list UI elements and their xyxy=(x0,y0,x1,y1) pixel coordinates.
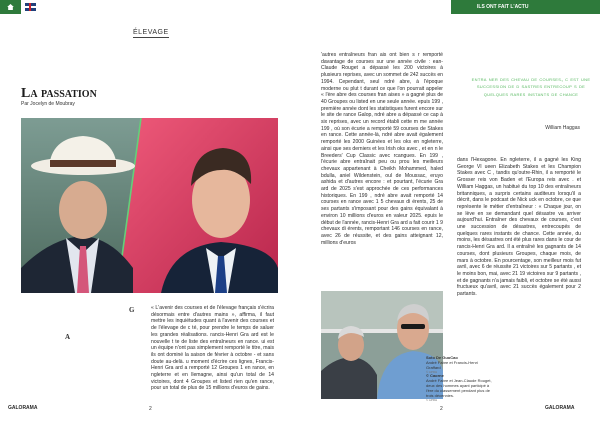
drop-letter: A xyxy=(65,333,71,341)
footer-brand-right: GALORAMA xyxy=(545,405,575,411)
trainers-illustration xyxy=(321,291,443,399)
photo-caption-1 xyxy=(426,355,486,375)
caption-2-label: © Caorne xyxy=(426,373,444,378)
section-tag: ÉLEVAGE xyxy=(133,29,169,36)
home-icon xyxy=(7,4,14,10)
page-number-right: 2 xyxy=(440,406,443,412)
caption-1-credit: © APRH xyxy=(426,370,438,374)
top-bar xyxy=(0,0,600,14)
section-banner[interactable]: ILS ONT FAIT L'ACTU xyxy=(451,0,600,14)
footer-brand-left: GALORAMA xyxy=(8,405,38,411)
caption-2-text: André Fabre et Jean-Claude Rouget, deux des hommes ayant participé à l'ère du classement pendant plus de trois décennies. xyxy=(426,378,492,398)
article-column-1 xyxy=(321,52,443,246)
article-title: La passation xyxy=(21,86,97,101)
quote-author: William Haggas xyxy=(545,125,580,131)
byline: Par Jocelyn de Moubray xyxy=(21,101,75,107)
caption-1-names: André Fabre et Francis-Henri Graffard xyxy=(426,360,478,370)
article-column-2 xyxy=(457,157,581,298)
drop-letter: G xyxy=(129,306,135,314)
portrait-illustration xyxy=(21,118,278,293)
column-1-text: 'autres entraîneurs fran ais ont bien s r remporté davantage de courses sur une année civile : ean-Claude Rouget a dépassé les 200 victoires à plusieurs reprises, avec un sommet de 242 succès en 1994. Cependant, seul ndré abre, à l'époque moderne ou plut t durant ce que l'on pourrait appeler « l'ère abre des courses fran aises » a gagné plus de 40 Groupes ou listed en une seule année. epuis 199 , première année dont les statistiques furent encore sur le site de rance Galop, ndré abre a dépassé ce cap à six reprises, avec un record établi cette m me année 199 , où son écurie a remporté 59 courses de Stakes en rance. Cette année-là, ndré abre avait également remporté les 2000 Guinées et les oks en ngleterre, ainsi que ses derniers et les Irish oks avec , et en n le Breeders' Cup Classic avec rcangues. En 199 , l'écurie abre entraînait peu ou prou les meilleurs chevaux appartenant à Cheikh Mohammed, haled bdulla, aniel Wildenstein, oul de Moussac, eruyo ashida et d'autres encore : et pourtant, l'écurie Gra ard de 2025 s'est approchée de ces performances historiques. En 199 , ndré abre avait remporté 14 courses en rance avec 1 5 chevaux di érents, 25 de ses partants s'imposant pour des gains équivalant à environ 10 millions d'euros en valeur 2025. epuis le début de l'année, rancis-Henri Gra ard a fait courir 1 9 chevaux di érents, remportant 146 courses en rance, avec 26 de réussite, et des gains atteignant 12, millions d'euros xyxy=(321,52,443,246)
article-intro xyxy=(151,305,274,392)
caption-2-credit: © APRH xyxy=(426,398,438,402)
column-2-text: dans l'Hexagone. En ngleterre, il a gagné les King George VI ueen Elizabeth Stakes et les Champion Stakes avec C , tandis qu'outre-Rhin, il a remporté le Grosser reis von Baden et l'Europa reis avec . et William Haggas, un habitué du top 10 des entraîneurs britanniques, a surpris certains auditeurs lorsqu'il a décrit, dans le podcast de Nick uck en octobre, ce que représente le métier d'entraîneur : « Chaque jour, on se lève en se demandant quel désastre va arriver aujourd'hui. Entraîner des chevaux de courses, c'est une succession de désastres, entrecoupés de quelques rares instants de chance. Cette année, du moins, les désastres ont été plus rares dans le cour de rancis-Henri Gra ard. Il a entraîné les gagnants de 14 courses, dont plusieurs Groupes, chaque mois, de mars à octobre. En pourcentage, son meilleur mois fut avril, avec 6 de réussite 21 victoires sur 5 partants , et le moins bon, mai, avec 21 19 victoires sur 9 partants , et de gagnants n'a jamais faibli, et octobre se été aussi fructueux qu'avril, avec 21 succès également pour 2 partants. xyxy=(457,157,581,298)
intro-text: « L'avenir des courses et de l'élevage français s'écrira désormais entre d'autres mains », affirma, il faut mettre les inquiétudes quant à l'avenir des courses et de l'élevage de c té, pour prendre le temps de saluer les grandes réalisations. rancis-Henri Gra ard est le nouvelle t te de liste des entraîneurs en rance. ui est un équipe n'ont pas simplement remporté le titre, mais ils ont dominé la saison de février à octobre - et sans doute au-delà. u moment d'écrire ces lignes, Francis-Henri Gra ard a remporté 12 Groupes 1 en rance, en ngleterre et en llemagne, ainsi qu'un total de 14 victoires, dont 4 Groupes et listed rien qu'en rance, pour un total de plus de 15 millions d'euros de gains. xyxy=(151,305,274,392)
page-number-left: 2 xyxy=(149,406,152,412)
caption-1-label: Soto De GuoCao xyxy=(426,355,458,360)
pull-quote: entra ner des chevau de courses, c est une succession de d sastres entrecoup s de quelques rares instants de chance xyxy=(471,77,591,98)
uk-flag-icon[interactable] xyxy=(25,3,36,11)
portrait-photo xyxy=(21,118,278,293)
home-button[interactable] xyxy=(0,0,21,14)
trainers-photo xyxy=(321,291,443,399)
photo-caption-2 xyxy=(426,373,492,403)
